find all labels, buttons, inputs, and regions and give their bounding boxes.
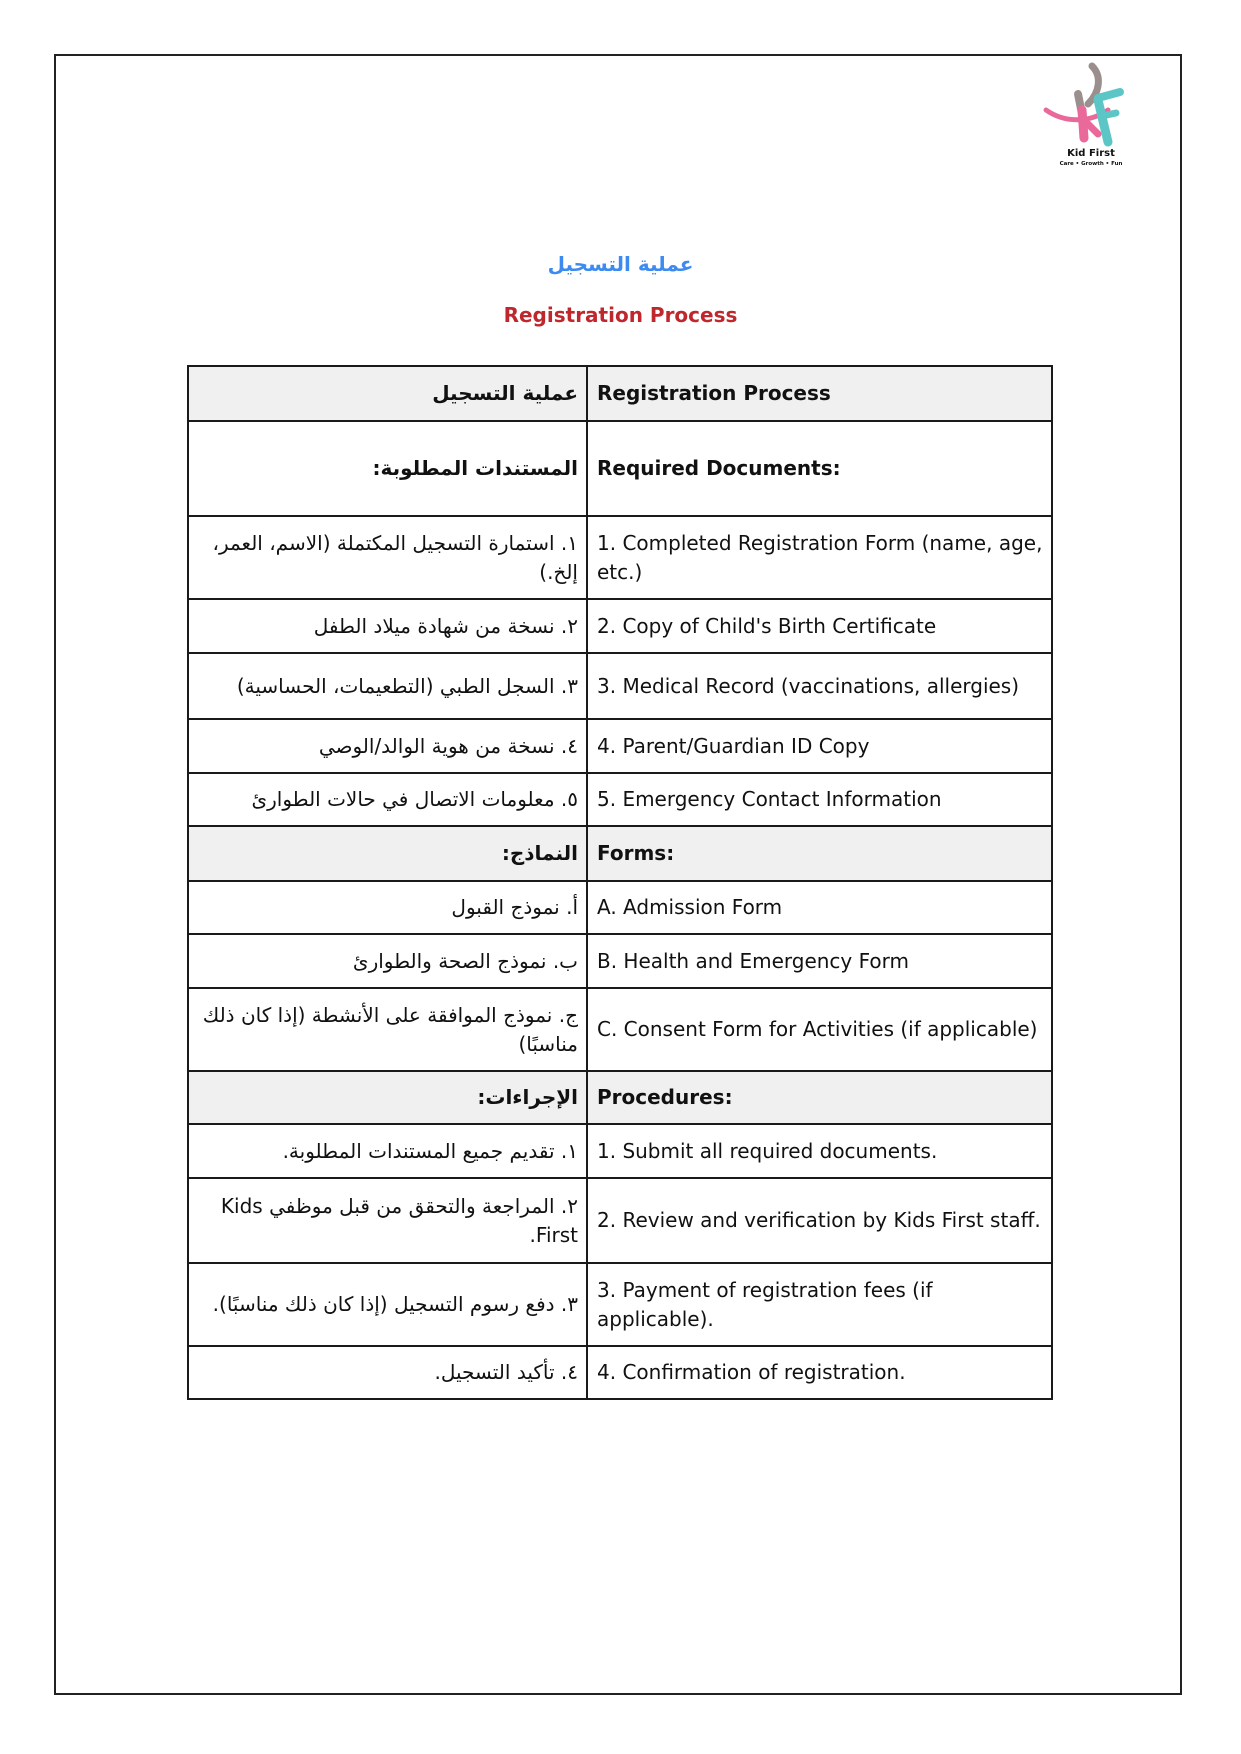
cell-english: 2. Review and verification by Kids First staff.: [587, 1178, 1052, 1263]
cell-arabic: ٣. دفع رسوم التسجيل (إذا كان ذلك مناسبًا).: [188, 1263, 587, 1346]
table-row: [188, 516, 1052, 599]
table-section-row: [188, 826, 1052, 881]
cell-arabic: ٣. السجل الطبي (التطعيمات، الحساسية): [188, 653, 587, 719]
cell-english: 3. Payment of registration fees (if applicable).: [587, 1263, 1052, 1346]
cell-english: Registration Process: [587, 366, 1052, 421]
table-row: [188, 773, 1052, 826]
cell-arabic: ب. نموذج الصحة والطوارئ: [188, 934, 587, 988]
cell-english: 2. Copy of Child's Birth Certificate: [587, 599, 1052, 653]
logo-name: Kid First: [1067, 148, 1115, 159]
cell-arabic: ج. نموذج الموافقة على الأنشطة (إذا كان ذلك مناسبًا): [188, 988, 587, 1071]
cell-arabic: ١. تقديم جميع المستندات المطلوبة.: [188, 1124, 587, 1178]
cell-arabic: ٤. نسخة من هوية الوالد/الوصي: [188, 719, 587, 773]
table-row: [188, 1178, 1052, 1263]
cell-english: Procedures:: [587, 1071, 1052, 1124]
table-row: [188, 1346, 1052, 1399]
cell-arabic: ١. استمارة التسجيل المكتملة (الاسم، العمر، إلخ.): [188, 516, 587, 599]
table-row: [188, 988, 1052, 1071]
cell-english: 1. Completed Registration Form (name, age, etc.): [587, 516, 1052, 599]
cell-arabic: ٥. معلومات الاتصال في حالات الطوارئ: [188, 773, 587, 826]
cell-english: C. Consent Form for Activities (if applicable): [587, 988, 1052, 1071]
table-section-row: [188, 1071, 1052, 1124]
table-row: [188, 881, 1052, 934]
table-section-row: [188, 421, 1052, 516]
cell-arabic: المستندات المطلوبة:: [188, 421, 587, 516]
cell-arabic: أ. نموذج القبول: [188, 881, 587, 934]
cell-english: 5. Emergency Contact Information: [587, 773, 1052, 826]
page-title-arabic: عملية التسجيل: [547, 252, 694, 276]
cell-english: 3. Medical Record (vaccinations, allergies): [587, 653, 1052, 719]
cell-arabic: الإجراءات:: [188, 1071, 587, 1124]
cell-english: 1. Submit all required documents.: [587, 1124, 1052, 1178]
cell-english: B. Health and Emergency Form: [587, 934, 1052, 988]
kf-logo-icon: [1036, 58, 1146, 148]
table-row: [188, 934, 1052, 988]
cell-arabic: عملية التسجيل: [188, 366, 587, 421]
registration-table: [187, 365, 1053, 1400]
table-row: [188, 719, 1052, 773]
cell-arabic: ٢. نسخة من شهادة ميلاد الطفل: [188, 599, 587, 653]
page-title-english: Registration Process: [503, 303, 738, 327]
table-row: [188, 1263, 1052, 1346]
table-header-row: [188, 366, 1052, 421]
kid-first-logo: [1036, 58, 1146, 178]
cell-arabic: ٢. المراجعة والتحقق من قبل موظفي Kids First.: [188, 1178, 587, 1263]
cell-english: Forms:: [587, 826, 1052, 881]
cell-arabic: ٤. تأكيد التسجيل.: [188, 1346, 587, 1399]
table-row: [188, 599, 1052, 653]
table-row: [188, 653, 1052, 719]
cell-english: Required Documents:: [587, 421, 1052, 516]
table-row: [188, 1124, 1052, 1178]
cell-english: 4. Confirmation of registration.: [587, 1346, 1052, 1399]
cell-english: A. Admission Form: [587, 881, 1052, 934]
cell-arabic: النماذج:: [188, 826, 587, 881]
cell-english: 4. Parent/Guardian ID Copy: [587, 719, 1052, 773]
logo-tagline: Care • Growth • Fun: [1059, 161, 1123, 167]
